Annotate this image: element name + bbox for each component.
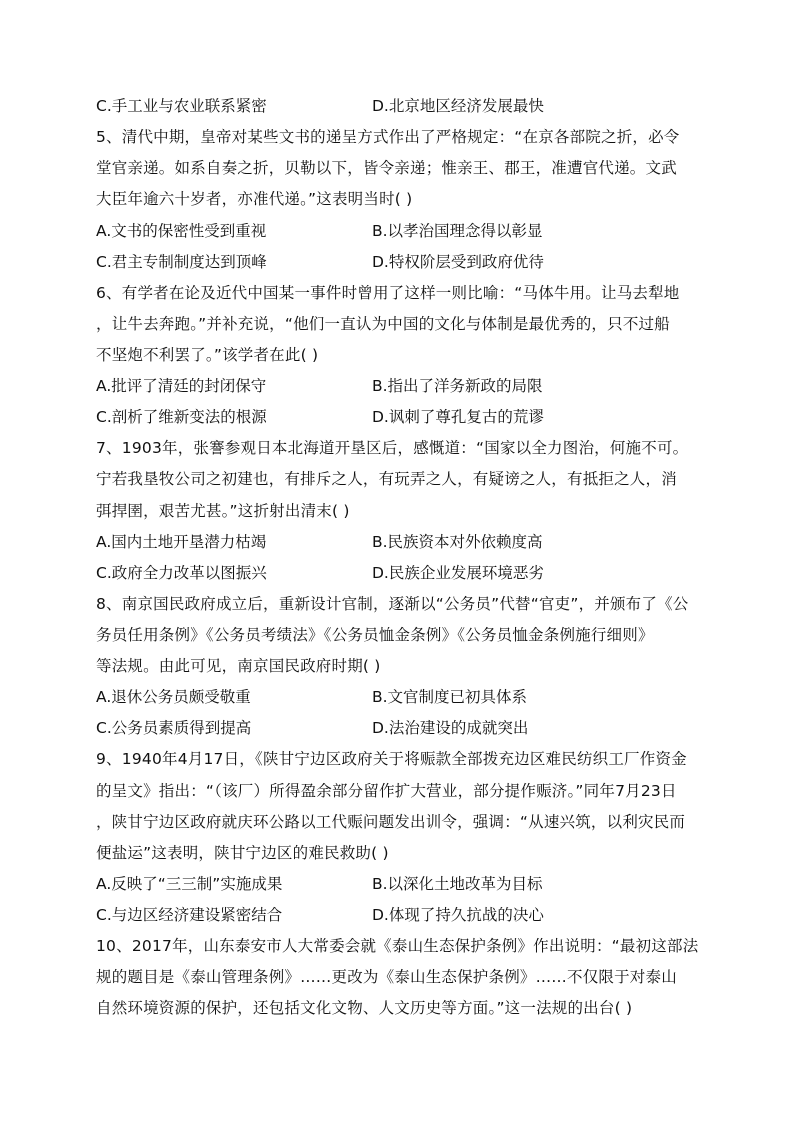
q5-options-row-ab [96,221,700,241]
q5-option-b: B.以孝治国理念得以彰显 [372,222,543,240]
q9-stem-line-2: 的呈文》指出：“（该厂）所得盈余部分留作扩大营业，部分提作赈济。”同年7月23日 [96,782,677,800]
q8-option-a: A.退休公务员颇受敬重 [96,688,251,706]
q7-options-row-cd [96,563,700,583]
q4-option-c: C.手工业与农业联系紧密 [96,97,267,115]
q9-option-c: C.与边区经济建设紧密结合 [96,906,283,924]
q8-stem-line-1: 8、南京国民政府成立后，重新设计官制，逐渐以“公务员”代替“官吏”，并颁布了《公 [96,595,689,613]
q7-stem-line-2: 宁若我垦牧公司之初建也，有排斥之人，有玩弄之人，有疑谤之人，有抵拒之人，消 [96,470,677,488]
q4-options-row-cd [96,96,700,116]
q5-stem-line-3: 大臣年逾六十岁者，亦准代递。”这表明当时( ) [96,190,413,208]
q6-stem-line-1: 6、有学者在论及近代中国某一事件时曾用了这样一则比喻：“马体牛用。让马去犁地 [96,284,680,302]
q10-stem-line-1: 10、2017年，山东泰安市人大常委会就《泰山生态保护条例》作出说明：“最初这部法 [96,937,699,955]
q5-option-c: C.君主专制制度达到顶峰 [96,253,267,271]
q10-stem-line-2: 规的题目是《泰山管理条例》……更改为《泰山生态保护条例》……不仅限于对泰山 [96,968,677,986]
q7-option-a: A.国内土地开垦潜力枯竭 [96,533,267,551]
q5-option-a: A.文书的保密性受到重视 [96,222,267,240]
q7-option-d: D.民族企业发展环境恶劣 [372,564,544,582]
q6-option-d: D.讽刺了尊孔复古的荒谬 [372,408,544,426]
q8-option-b: B.文官制度已初具体系 [372,688,528,706]
q6-stem-line-2: ，让牛去奔跑。”并补充说，“他们一直认为中国的文化与体制是最优秀的，只不过船 [96,315,670,333]
q5-stem-line-1: 5、清代中期，皇帝对某些文书的递呈方式作出了严格规定：“在京各部院之折，必令 [96,128,680,146]
q10-stem-line-3: 自然环境资源的保护，还包括文化文物、人文历史等方面。”这一法规的出台( ) [96,999,633,1017]
q9-stem-line-1: 9、1940年4月17日，《陕甘宁边区政府关于将赈款全部拨充边区难民纺织工厂作资金 [96,750,687,768]
q9-stem-line-3: ，陕甘宁边区政府就庆环公路以工代赈问题发出训令，强调：“从速兴筑，以利灾民而 [96,813,686,831]
q6-option-c: C.剖析了维新变法的根源 [96,408,267,426]
q9-options-row-cd [96,905,700,925]
q9-options-row-ab [96,874,700,894]
q4-option-d: D.北京地区经济发展最快 [372,97,544,115]
q9-option-a: A.反映了“三三制”实施成果 [96,875,283,893]
q7-option-c: C.政府全力改革以图振兴 [96,564,267,582]
q6-option-b: B.指出了洋务新政的局限 [372,377,543,395]
q8-stem-line-3: 等法规。由此可见，南京国民政府时期( ) [96,657,381,675]
q8-stem-line-2: 务员任用条例》《公务员考绩法》《公务员恤金条例》《公务员恤金条例施行细则》 [96,626,654,644]
q7-stem-line-1: 7、1903年，张謇参观日本北海道开垦区后，感慨道：“国家以全力图治，何施不可。 [96,439,689,457]
q6-options-row-ab [96,376,700,396]
q6-stem-line-3: 不坚炮不利罢了。”该学者在此( ) [96,346,319,364]
q7-stem-line-3: 弭捍圉，艰苦尤甚。”这折射出清末( ) [96,502,350,520]
q9-stem-line-4: 便盐运”这表明，陕甘宁边区的难民救助( ) [96,844,389,862]
q9-option-b: B.以深化土地改革为目标 [372,875,543,893]
q8-option-c: C.公务员素质得到提高 [96,719,252,737]
q5-options-row-cd [96,252,700,272]
q5-option-d: D.特权阶层受到政府优待 [372,253,544,271]
q8-options-row-ab [96,687,700,707]
q7-options-row-ab [96,532,700,552]
q8-option-d: D.法治建设的成就突出 [372,719,529,737]
q9-option-d: D.体现了持久抗战的决心 [372,906,544,924]
q5-stem-line-2: 堂官亲递。如系自奏之折，贝勒以下，皆令亲递；惟亲王、郡王，准遭官代递。文武 [96,159,677,177]
q6-options-row-cd [96,407,700,427]
q7-option-b: B.民族资本对外依赖度高 [372,533,543,551]
q8-options-row-cd [96,718,700,738]
q6-option-a: A.批评了清廷的封闭保守 [96,377,267,395]
